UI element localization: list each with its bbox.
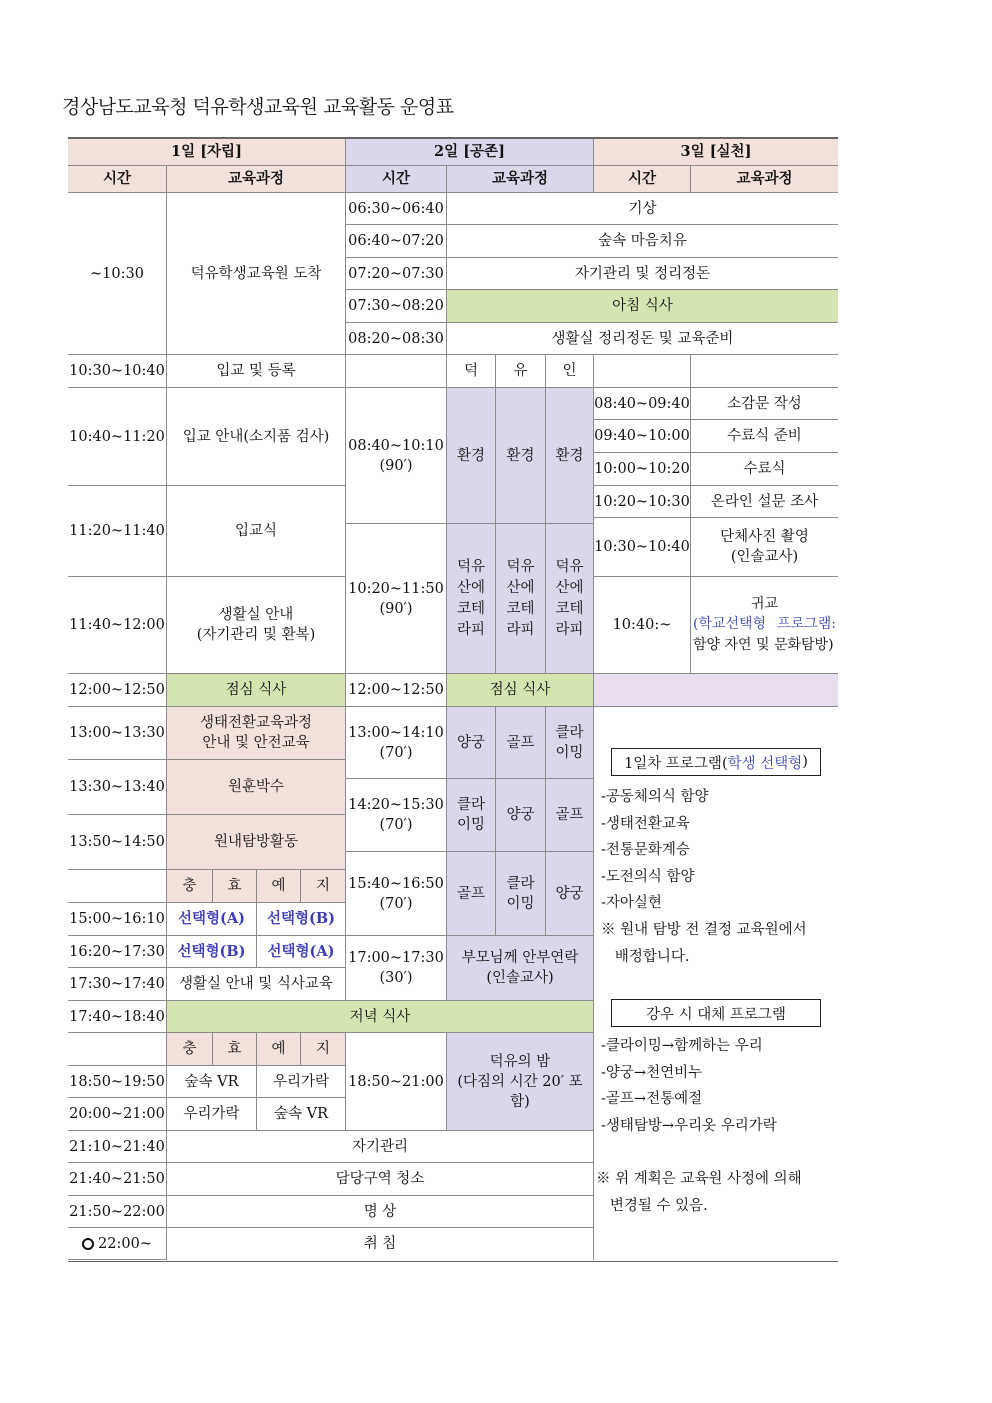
day2-time [346, 852, 447, 936]
day2-course [447, 225, 838, 258]
activity-cell-text: 클라 이밍 [555, 724, 584, 761]
evening-a-text: 숲속 VR [184, 1073, 239, 1090]
evening-a-text: 우리가락 [183, 1106, 240, 1122]
day3-course [691, 420, 838, 453]
day2-time-text: 18:50~21:00 [348, 1073, 444, 1090]
activity-cell [447, 852, 496, 936]
day1-time-text: 18:50~19:50 [69, 1073, 165, 1090]
day2-time-blank [346, 355, 447, 388]
list-item: -생태전환교육 [601, 815, 690, 832]
day3-course-text: 수료식 [743, 461, 786, 477]
day2-course-text: 숲속 마음치유 [598, 233, 687, 249]
day1-time [68, 674, 167, 707]
day1-time [68, 1163, 167, 1196]
return-note-blue: (학교선택형 프로그램: [693, 616, 836, 632]
day3-time-text: 10:40:~ [612, 617, 672, 633]
day3-time-text: 08:40~09:40 [594, 395, 690, 412]
activity-cell-text: 클라 이밍 [506, 875, 535, 912]
group-label [546, 355, 594, 388]
select-a [167, 936, 257, 968]
day1-col-time [68, 166, 167, 193]
day1-course-text: 입교식 [234, 523, 278, 539]
day1-time-text: 20:00~21:00 [69, 1106, 165, 1122]
group-label [167, 870, 213, 903]
day2-course-text: 기상 [628, 200, 657, 217]
day1-course [167, 815, 346, 870]
day2-time [346, 674, 447, 707]
activity-cell [496, 388, 546, 524]
list-item: -자아실현 [601, 895, 662, 911]
day2-course [447, 1033, 594, 1131]
day3-course [691, 518, 838, 577]
day1-course-text: 원훈박수 [227, 779, 285, 795]
day3-time [594, 453, 691, 486]
program-list [601, 784, 709, 917]
day2-course [447, 323, 838, 355]
day2-time [346, 779, 447, 852]
day2-time [346, 524, 447, 674]
day1-time [68, 1196, 167, 1228]
select-b-text: 선택형(A) [267, 942, 335, 960]
list-item: -공동체의식 함양 [601, 789, 709, 805]
divider [593, 707, 594, 1260]
activity-cell [447, 707, 496, 779]
activity-cell-text: 양궁 [555, 885, 584, 902]
activity-cell-text: 양궁 [506, 807, 535, 823]
group-label-text: 효 [227, 1041, 242, 1057]
activity-cell-text: 골프 [456, 885, 485, 902]
day3-header-text: 3일 [실천] [680, 143, 752, 160]
evening-b [257, 1066, 346, 1098]
evening-a [167, 1066, 257, 1098]
day1-time [68, 1001, 167, 1033]
group-label-text: 유 [513, 363, 528, 379]
activity-cell-text: 환경 [506, 447, 535, 464]
activity-cell [546, 388, 594, 524]
activity-cell-text: 덕유 산에 코테 라피 [456, 558, 485, 638]
day3-col-time [594, 166, 691, 193]
group-label [213, 1033, 257, 1066]
list-item: -골프→전통예절 [601, 1091, 703, 1107]
day2-time [346, 388, 447, 524]
day1-course [167, 486, 346, 577]
day2-course-text: 자기관리 및 정리정돈 [574, 265, 711, 282]
day1-time [68, 707, 167, 760]
day3-course-text: 소감문 작성 [727, 395, 802, 412]
day3-time-text: 10:30~10:40 [594, 539, 690, 555]
day1-course-text: 명 상 [363, 1203, 397, 1220]
day2-time [346, 707, 447, 779]
day3-course-text: 단체사진 촬영 (인솔교사) [720, 529, 809, 565]
day1-time [68, 1066, 167, 1098]
day2-lunch-text: 점심 식사 [489, 682, 551, 698]
day1-time [68, 968, 167, 1001]
day3-course [691, 453, 838, 486]
day2-course-text: 아침 식사 [612, 298, 673, 314]
return-label: 귀교 [750, 596, 779, 612]
day3-time-text: 10:00~10:20 [594, 461, 690, 477]
day2-col-course-text: 교육과정 [491, 170, 549, 187]
day1-time-text: 16:20~17:30 [69, 943, 165, 960]
day1-course-text: 입교 안내(소지품 검사) [182, 428, 330, 445]
day2-course [447, 258, 838, 290]
activity-cell-text: 덕유 산에 코테 라피 [506, 558, 535, 638]
day2-time [346, 258, 447, 290]
day1-course-text: 점심 식사 [225, 682, 287, 698]
activity-cell-text: 환경 [456, 447, 485, 464]
day3-col-time-text: 시간 [627, 170, 656, 187]
list-item: -생태탐방→우리옷 우리가락 [601, 1117, 777, 1134]
activity-cell [496, 707, 546, 779]
day3-blank [594, 674, 838, 707]
activity-cell [447, 388, 496, 524]
day1-time-text: 21:40~21:50 [69, 1171, 165, 1187]
day3-time [594, 518, 691, 577]
day1-time-text: 13:30~13:40 [69, 779, 165, 795]
day2-time [346, 1033, 447, 1131]
day3-time-text: 10:20~10:30 [594, 493, 690, 510]
day2-time-text: 08:40~10:10 (90′) [348, 437, 444, 474]
day1-time [68, 193, 167, 355]
day1-course [167, 1131, 594, 1163]
day1-course [167, 760, 346, 815]
day1-course-text: 입교 및 등록 [216, 363, 296, 379]
day1-time-text: 13:00~13:30 [69, 725, 165, 741]
day1-time [68, 355, 167, 388]
day1-course-text: 생태전환교육과정 안내 및 안전교육 [199, 715, 313, 751]
day2-time-text: 06:30~06:40 [348, 200, 444, 217]
day1-time-text: 21:50~22:00 [69, 1203, 165, 1220]
program-note: ※ 원내 탐방 전 결정 교육원에서 배정합니다. [601, 922, 807, 965]
day3-time [594, 486, 691, 518]
bullet-icon [82, 1238, 94, 1250]
evening-b-text: 숲속 VR [273, 1106, 328, 1122]
program-box-text-a: 1일차 프로그램( [624, 755, 728, 772]
final-note: ※ 위 계획은 교육원 사정에 의해 변경될 수 있음. [596, 1171, 802, 1214]
day1-time-text: 17:40~18:40 [69, 1008, 165, 1025]
day1-time-blank [68, 1033, 167, 1066]
day2-time-text: 13:00~14:10 (70′) [348, 724, 444, 761]
day2-time [346, 290, 447, 323]
day3-course [691, 486, 838, 518]
activity-cell [496, 524, 546, 674]
day3-time [594, 577, 691, 674]
day1-time [68, 936, 167, 968]
group-label [257, 870, 301, 903]
day1-time [68, 577, 167, 674]
day3-header [594, 139, 838, 166]
day1-header-text: 1일 [자립] [171, 143, 242, 160]
day1-time [68, 1098, 167, 1131]
day1-course [167, 577, 346, 674]
day2-col-time [346, 166, 447, 193]
list-item: -도전의식 함양 [601, 868, 695, 885]
evening-b-text: 우리가락 [272, 1073, 330, 1090]
day1-col-time-text: 시간 [102, 170, 131, 187]
day3-col-course-text: 교육과정 [736, 170, 793, 187]
group-label-text: 덕 [463, 363, 478, 379]
day1-time [68, 815, 167, 870]
day1-time-text: 10:40~11:20 [69, 428, 165, 445]
program-box-text-c: ) [802, 754, 808, 770]
list-item: -전통문화계승 [601, 842, 690, 858]
list-item: -양궁→천연비누 [601, 1064, 703, 1081]
day1-course-text: 담당구역 청소 [335, 1171, 425, 1187]
select-b [257, 903, 346, 936]
activity-cell [546, 707, 594, 779]
day2-col-time-text: 시간 [381, 170, 410, 187]
day1-course [167, 1196, 594, 1228]
day1-time-text: 15:00~16:10 [69, 911, 165, 927]
return-note: 함양 자연 및 문화탐방) [693, 637, 834, 653]
day1-time-text: 17:30~17:40 [69, 976, 165, 992]
day1-time [68, 388, 167, 486]
day2-time-text: 17:00~17:30 (30′) [348, 950, 444, 986]
day1-col-course-text: 교육과정 [227, 170, 285, 187]
rain-box: 강우 시 대체 프로그램 [611, 999, 821, 1027]
day3-col-course [691, 166, 838, 193]
program-box-text-b: 학생 선택형 [727, 755, 803, 772]
day2-course-text: 생활실 정리정돈 및 교육준비 [551, 330, 734, 347]
day2-course [447, 193, 838, 225]
day2-time [346, 936, 447, 1001]
day2-time [346, 193, 447, 225]
day2-time-text: 08:20~08:30 [348, 330, 444, 347]
day2-header [346, 139, 594, 166]
list-item: -클라이밍→함께하는 우리 [601, 1038, 763, 1054]
day1-course [167, 674, 346, 707]
group-label [167, 1033, 213, 1066]
group-label-text: 예 [271, 1041, 286, 1057]
day3-course-text: 수료식 준비 [727, 428, 802, 444]
day2-course [447, 936, 594, 1001]
group-label-text: 효 [227, 878, 242, 894]
day3-blank [691, 355, 838, 388]
activity-cell-text: 덕유 산에 코테 라피 [555, 558, 584, 638]
day3-time-text: 09:40~10:00 [594, 428, 690, 444]
day1-header [68, 139, 346, 166]
evening-b [257, 1098, 346, 1131]
day1-time-text: 21:10~21:40 [69, 1138, 165, 1155]
activity-cell [447, 524, 496, 674]
day1-col-course [167, 166, 346, 193]
day1-time-text: 12:00~12:50 [69, 682, 165, 698]
day3-blank [594, 355, 691, 388]
select-a-text: 선택형(A) [178, 910, 245, 927]
day2-lunch [447, 674, 594, 707]
select-b-text: 선택형(B) [267, 910, 335, 927]
program-box [611, 748, 821, 776]
day2-time-text: 14:20~15:30 (70′) [348, 797, 444, 833]
day3-course-text: 온라인 설문 조사 [710, 493, 819, 510]
day2-course-text: 덕유의 밤 (다짐의 시간 20′ 포함) [457, 1053, 583, 1110]
group-label-text: 지 [315, 878, 330, 894]
group-label-text: 인 [562, 363, 577, 379]
day2-header-text: 2일 [공존] [434, 143, 505, 160]
activity-cell [447, 779, 496, 852]
day1-course [167, 707, 346, 760]
day3-course [691, 388, 838, 420]
group-label-text: 충 [182, 878, 197, 894]
day1-time [68, 903, 167, 936]
day1-time-text: 11:40~12:00 [69, 617, 165, 633]
activity-cell-text: 양궁 [456, 734, 485, 751]
day1-time-text: 11:20~11:40 [69, 523, 165, 539]
page-title: 경상남도교육청 덕유학생교육원 교육활동 운영표 [62, 96, 454, 118]
day2-course-text: 부모님께 안부연락 (인솔교사) [461, 950, 579, 986]
activity-cell-text: 클라 이밍 [456, 797, 485, 833]
day2-time [346, 323, 447, 355]
activity-cell [496, 852, 546, 936]
day3-course [691, 577, 838, 674]
rain-list [601, 1033, 777, 1139]
day1-course [167, 968, 346, 1001]
day1-time-text: ~10:30 [90, 265, 144, 282]
group-label [301, 870, 346, 903]
day1-time-blank [68, 870, 167, 903]
group-label [496, 355, 546, 388]
group-label-text: 지 [315, 1041, 330, 1057]
day2-time-text: 07:20~07:30 [348, 265, 444, 282]
evening-a [167, 1098, 257, 1131]
activity-cell [546, 852, 594, 936]
day1-course-text: 덕유학생교육원 도착 [190, 265, 322, 282]
group-label [447, 355, 496, 388]
day1-time [68, 1228, 167, 1260]
dinner [167, 1001, 594, 1033]
activity-cell [546, 779, 594, 852]
day1-time-text: 22:00~ [98, 1235, 152, 1252]
activity-cell [496, 779, 546, 852]
day1-course [167, 388, 346, 486]
day1-course [167, 193, 346, 355]
day1-course-text: 자기관리 [351, 1138, 409, 1155]
day1-time [68, 486, 167, 577]
day1-course-text: 생활실 안내 (자기관리 및 환복) [196, 607, 316, 643]
day2-course [447, 290, 838, 323]
select-a [167, 903, 257, 936]
day1-course [167, 1228, 594, 1260]
group-label-text: 충 [182, 1041, 197, 1057]
day1-time [68, 1131, 167, 1163]
group-label [257, 1033, 301, 1066]
group-label [213, 870, 257, 903]
dinner-text: 저녁 식사 [349, 1008, 411, 1025]
day1-time-text: 13:50~14:50 [69, 834, 165, 850]
activity-cell [546, 524, 594, 674]
day3-time [594, 420, 691, 453]
select-a-text: 선택형(B) [177, 942, 246, 960]
day1-course-text: 원내탐방활동 [213, 834, 299, 850]
group-label [301, 1033, 346, 1066]
activity-cell-text: 환경 [555, 447, 584, 464]
day2-time-text: 15:40~16:50 (70′) [348, 875, 444, 912]
day2-time-text: 10:20~11:50 (90′) [348, 580, 444, 617]
day2-time-text: 06:40~07:20 [348, 233, 444, 249]
day1-course-text: 생활실 안내 및 식사교육 [179, 976, 333, 992]
day1-course [167, 355, 346, 388]
day2-time-text: 07:30~08:20 [348, 298, 444, 314]
day1-time [68, 760, 167, 815]
day2-time-text: 12:00~12:50 [348, 682, 444, 698]
day2-time [346, 225, 447, 258]
day1-time-text: 10:30~10:40 [69, 363, 165, 379]
day3-time [594, 388, 691, 420]
activity-cell-text: 골프 [555, 807, 584, 823]
day1-course-text: 취 침 [363, 1236, 397, 1252]
day2-col-course [447, 166, 594, 193]
activity-cell-text: 골프 [506, 734, 535, 751]
group-label-text: 예 [271, 878, 286, 894]
select-b [257, 936, 346, 968]
day1-course [167, 1163, 594, 1196]
